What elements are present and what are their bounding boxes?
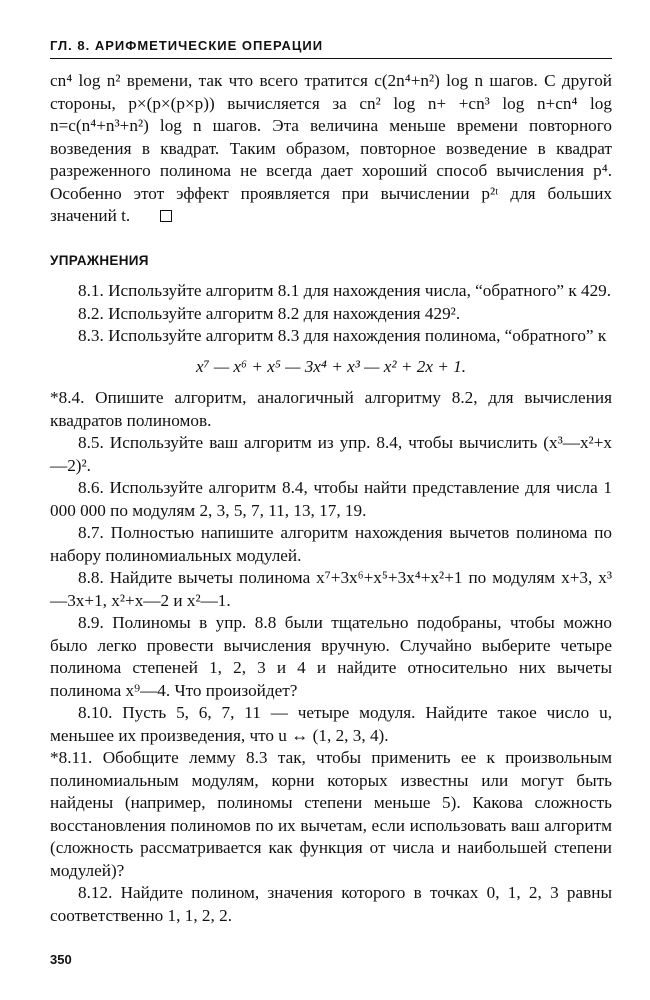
exercise-text: Опишите алгоритм, аналогичный алгоритму 8.2, для вычисления квадратов полиномов. bbox=[50, 388, 612, 430]
exercise-number: 8.2. bbox=[78, 303, 104, 323]
exercise-item bbox=[50, 567, 612, 612]
exercise-text: Используйте алгоритм 8.2 для нахождения 429². bbox=[108, 303, 461, 323]
display-formula: x⁷ — x⁶ + x⁵ — 3x⁴ + x³ — x² + 2x + 1. bbox=[195, 356, 467, 376]
exercise-number: 8.10. bbox=[78, 703, 113, 722]
exercise-number: 8.5. bbox=[78, 433, 104, 452]
exercise-text: Используйте алгоритм 8.4, чтобы найти представление для числа 1 000 000 по модулям 2, 3, 5, 7, 11, 13, 17, 19. bbox=[50, 478, 613, 520]
exercise-item bbox=[50, 522, 612, 567]
end-of-proof-icon bbox=[160, 210, 172, 222]
exercise-text: Полиномы в упр. 8.8 были тщательно подобраны, чтобы можно было легко провести вычисления вручную. Случайно выберите четыре полинома степеней 1, 2, 3 и 4 и найдите относительно них вычеты полинома x⁹—4. Что произойдет? bbox=[50, 613, 612, 700]
exercise-item bbox=[50, 882, 612, 927]
exercise-number: 8.7. bbox=[78, 523, 104, 542]
exercise-number: 8.8. bbox=[78, 568, 104, 587]
running-head: ГЛ. 8. АРИФМЕТИЧЕСКИЕ ОПЕРАЦИИ bbox=[50, 38, 612, 59]
exercise-text: Найдите полином, значения которого в точках 0, 1, 2, 3 равны соответственно 1, 1, 2, 2. bbox=[50, 883, 613, 925]
section-title: УПРАЖНЕНИЯ bbox=[50, 252, 149, 268]
exercise-item bbox=[50, 303, 612, 326]
exercise-text: Найдите вычеты полинома x⁷+3x⁶+x⁵+3x⁴+x²+1 по модулям x+3, x³—3x+1, x²+x—2 и x²—1. bbox=[50, 568, 612, 610]
exercise-number: 8.6. bbox=[78, 478, 104, 497]
exercise-text: Обобщите лемму 8.3 так, чтобы применить ее к произвольным полиномиальным модулям, корни которых известны или могут быть найдены (например, полиномы степени меньше 5). Какова сложность восстановления полиномов по их вычетам, если использовать ваш алгоритм (сложность рассматривается как функция от числа и наибольшей степени модулей)? bbox=[50, 748, 613, 880]
exercise-text: Используйте алгоритм 8.1 для нахождения числа, “обратного” к 429. bbox=[108, 281, 612, 300]
exercise-item bbox=[50, 702, 612, 747]
exercise-number: 8.9. bbox=[78, 613, 104, 632]
exercise-item bbox=[50, 477, 612, 522]
exercise-item bbox=[50, 387, 612, 432]
exercise-item bbox=[50, 325, 612, 348]
exercise-number: 8.1. bbox=[78, 281, 104, 300]
exercise-text: Используйте ваш алгоритм из упр. 8.4, чтобы вычислить (x³—x²+x—2)². bbox=[50, 433, 612, 475]
exercise-number: *8.4. bbox=[50, 388, 85, 407]
intro-text: cn⁴ log n² времени, так что всего тратится c(2n⁴+n²) log n шагов. С другой стороны, p×(p×(p×p)) вычисляется за cn² log n+ +cn³ log n+cn⁴ log n=c(n⁴+n³+n²) log n шагов. Эта величина меньше времени повторного возведения в квадрат. Таким образом, повторное возведение в квадрат разреженного полинома не всегда дает хороший способ вычисления p⁴. Особенно этот эффект проявляется при вычислении p²ᵗ для больших значений t. bbox=[50, 71, 612, 225]
exercise-number: 8.3. bbox=[78, 326, 104, 345]
exercise-item bbox=[50, 612, 612, 702]
exercise-number: *8.11. bbox=[50, 748, 93, 767]
exercise-item bbox=[50, 280, 612, 303]
exercise-text: Полностью напишите алгоритм нахождения вычетов полинома по набору полиномиальных модулей. bbox=[50, 523, 613, 565]
exercise-number: 8.12. bbox=[78, 883, 113, 902]
exercise-text: Используйте алгоритм 8.3 для нахождения полинома, “обратного” к bbox=[108, 326, 607, 345]
page-body bbox=[50, 70, 612, 927]
page-number: 350 bbox=[50, 952, 72, 967]
exercise-item bbox=[50, 747, 612, 882]
exercise-text: Пусть 5, 6, 7, 11 — четыре модуля. Найдите такое число u, меньшее их произведения, что u ↔ (1, 2, 3, 4). bbox=[50, 703, 612, 745]
exercise-item bbox=[50, 432, 612, 477]
intro-paragraph bbox=[50, 70, 612, 228]
